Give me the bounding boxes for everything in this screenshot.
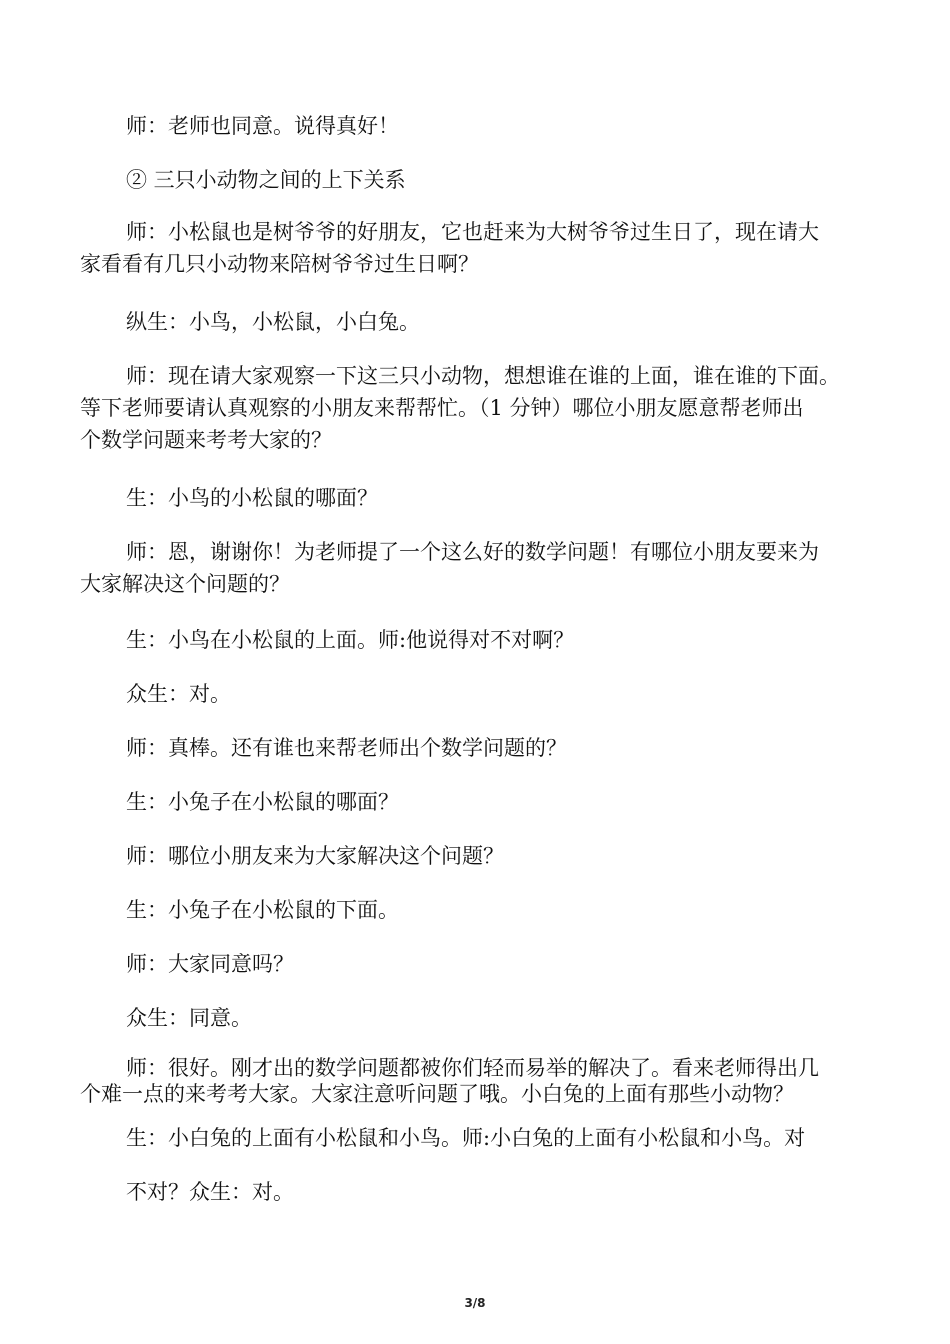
- paragraph: 师：小松鼠也是树爷爷的好朋友，它也赶来为大树爷爷过生日了，现在请大: [126, 220, 819, 244]
- paragraph: 众生：对。: [126, 682, 231, 706]
- paragraph-continuation: 个数学问题来考考大家的？: [80, 428, 332, 452]
- paragraph-continuation: 个难一点的来考考大家。大家注意听问题了哦。小白兔的上面有那些小动物？: [80, 1082, 794, 1106]
- paragraph: 师：哪位小朋友来为大家解决这个问题？: [126, 844, 504, 868]
- paragraph: 生：小鸟的小松鼠的哪面？: [126, 486, 378, 510]
- paragraph: 师：大家同意吗？: [126, 952, 294, 976]
- paragraph-continuation: 等下老师要请认真观察的小朋友来帮帮忙。（1 分钟）哪位小朋友愿意帮老师出: [80, 396, 804, 420]
- paragraph: 师：现在请大家观察一下这三只小动物，想想谁在谁的上面，谁在谁的下面。: [126, 364, 840, 388]
- paragraph: 师：恩，谢谢你！为老师提了一个这么好的数学问题！有哪位小朋友要来为: [126, 540, 819, 564]
- paragraph: 众生：同意。: [126, 1006, 252, 1030]
- page-number: 3/8: [464, 1296, 486, 1310]
- paragraph: 师：真棒。还有谁也来帮老师出个数学问题的？: [126, 736, 567, 760]
- paragraph-continuation: 家看看有几只小动物来陪树爷爷过生日啊？: [80, 252, 479, 276]
- paragraph: 生：小白兔的上面有小松鼠和小鸟。师:小白兔的上面有小松鼠和小鸟。对: [126, 1126, 806, 1150]
- paragraph: 生：小兔子在小松鼠的哪面？: [126, 790, 399, 814]
- section-heading: ② 三只小动物之间的上下关系: [126, 168, 406, 192]
- paragraph: 生：小鸟在小松鼠的上面。师:他说得对不对啊？: [126, 628, 575, 652]
- paragraph: 不对？众生：对。: [126, 1180, 294, 1204]
- paragraph: 纵生：小鸟，小松鼠，小白兔。: [126, 310, 420, 334]
- paragraph: 师：很好。刚才出的数学问题都被你们轻而易举的解决了。看来老师得出几: [126, 1056, 819, 1080]
- paragraph-continuation: 大家解决这个问题的？: [80, 572, 290, 596]
- paragraph: 生：小兔子在小松鼠的下面。: [126, 898, 399, 922]
- paragraph: 师：老师也同意。说得真好！: [126, 114, 399, 138]
